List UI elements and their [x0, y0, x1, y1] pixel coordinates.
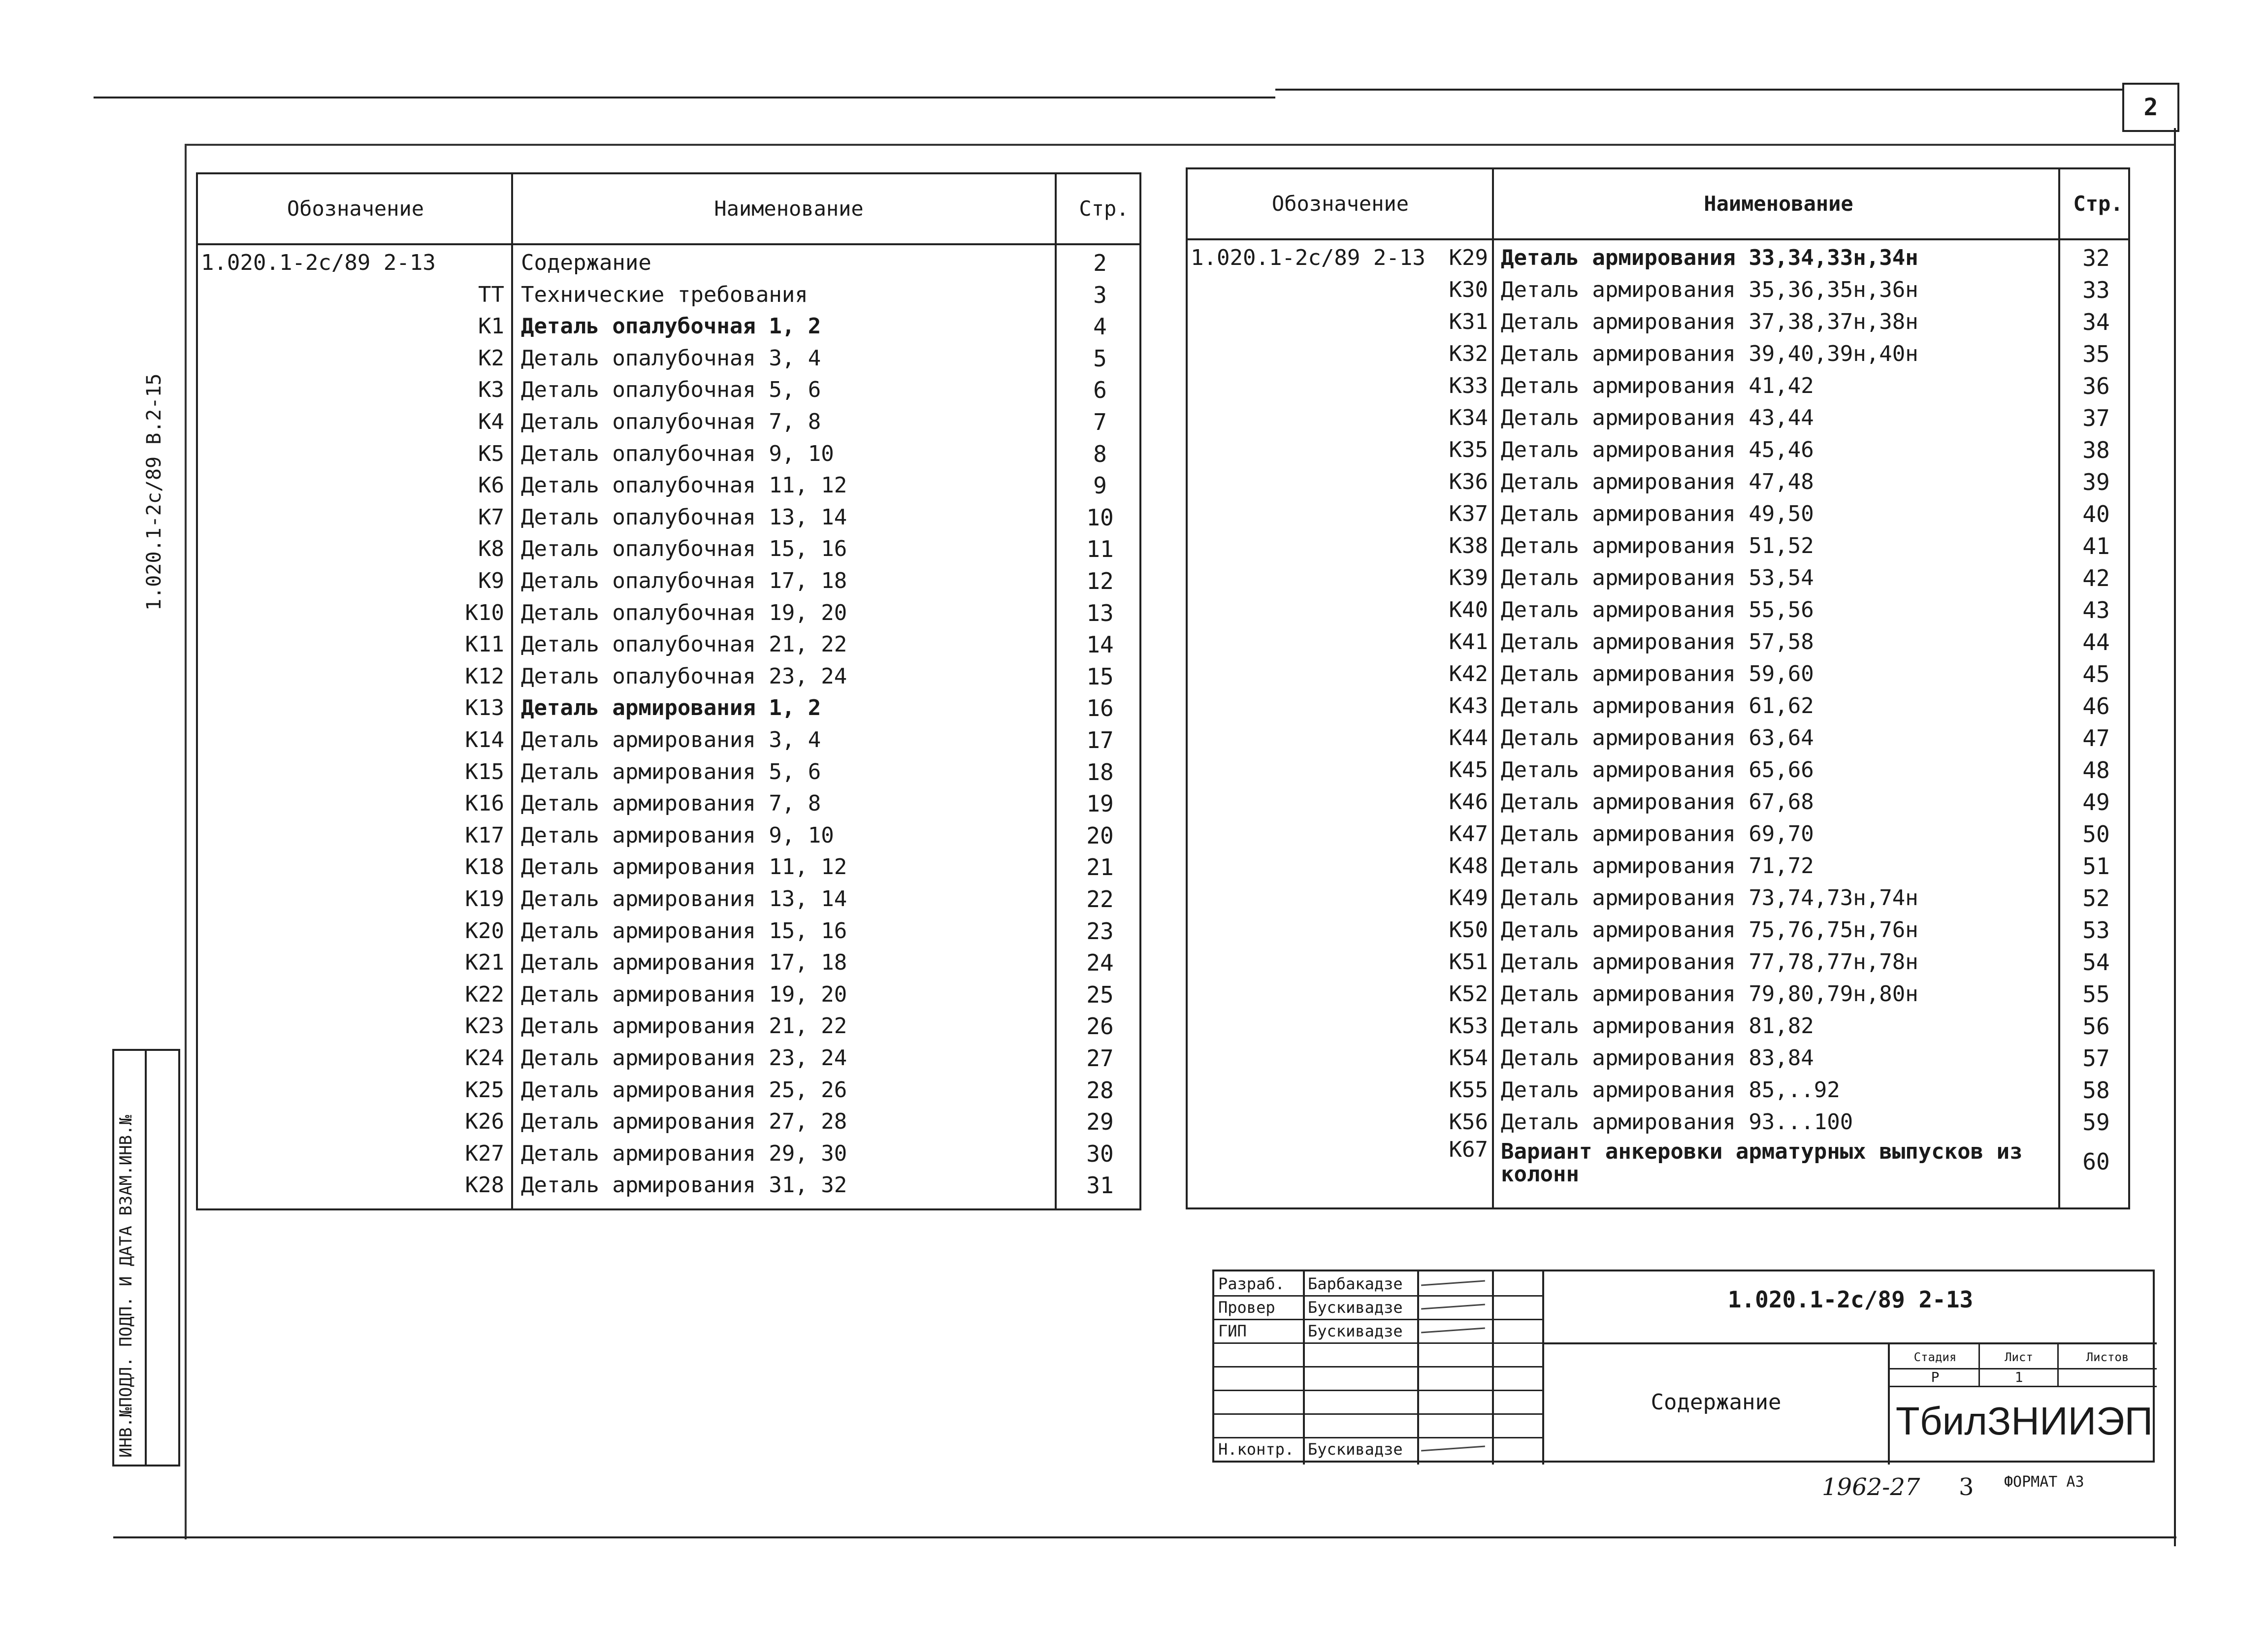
row-name: Деталь опалубочная 7, 8	[521, 409, 821, 434]
row-code: К32	[1449, 341, 1488, 366]
row-name: Деталь армирования 81,82	[1501, 1013, 1814, 1039]
signature-icon	[1421, 1327, 1485, 1333]
row-code: К67	[1449, 1137, 1488, 1162]
header-name: Наименование	[1704, 192, 1853, 216]
row-page: 27	[1086, 1045, 1114, 1072]
bottom-frame-line	[113, 1536, 2176, 1538]
role-label: Разраб.	[1218, 1274, 1285, 1293]
row-code: К7	[478, 504, 504, 530]
row-code: ТТ	[478, 282, 504, 307]
row-code: К27	[465, 1140, 504, 1166]
row-code: К29	[1449, 245, 1488, 270]
row-name: Деталь армирования 11, 12	[521, 854, 847, 880]
row-name: Деталь армирования 77,78,77н,78н	[1501, 949, 1918, 975]
table-row	[1188, 978, 2128, 1010]
table-row	[1188, 1075, 2128, 1106]
row-page: 28	[1086, 1076, 1114, 1104]
sheet-number: 2	[2122, 83, 2179, 132]
header-page: Стр.	[1079, 196, 1129, 221]
row-name: Деталь армирования 47,48	[1501, 469, 1814, 494]
table-row	[1188, 1139, 2128, 1193]
row-page: 12	[1086, 568, 1114, 594]
row-page: 26	[1086, 1013, 1114, 1040]
row-page: 30	[1086, 1140, 1114, 1167]
signature-icon	[1421, 1303, 1485, 1309]
row-name: Деталь армирования 65,66	[1501, 757, 1814, 782]
row-code: К3	[478, 377, 504, 403]
row-name: Деталь армирования 1, 2	[521, 695, 821, 721]
row-code: К5	[478, 441, 504, 466]
signature-icon	[1421, 1445, 1485, 1451]
row-name: Деталь армирования 39,40,39н,40н	[1501, 341, 1918, 366]
row-name: Деталь опалубочная 13, 14	[521, 504, 847, 530]
row-code: К19	[465, 886, 504, 912]
format-label: ФОРМАТ А3	[2004, 1473, 2084, 1491]
table-row	[198, 756, 1139, 788]
row-page: 24	[1086, 949, 1114, 977]
row-code: К50	[1449, 917, 1488, 943]
row-code: К10	[465, 600, 504, 625]
signer-name: Бускивадзе	[1308, 1322, 1403, 1340]
row-code: К11	[465, 632, 504, 657]
table-row	[198, 692, 1139, 724]
top-edge-line	[1275, 89, 2122, 91]
row-name: Деталь опалубочная 1, 2	[521, 314, 821, 339]
row-page: 37	[2082, 405, 2110, 431]
row-name: Деталь армирования 43,44	[1501, 405, 1814, 430]
row-name: Деталь армирования 73,74,73н,74н	[1501, 885, 1918, 911]
table-row	[198, 979, 1139, 1010]
row-name: Деталь армирования 35,36,35н,36н	[1501, 277, 1918, 302]
row-name: Деталь армирования 29, 30	[521, 1140, 847, 1166]
row-code: К38	[1449, 533, 1488, 558]
row-page: 54	[2082, 949, 2110, 976]
row-name: Деталь армирования 85,..92	[1501, 1077, 1840, 1103]
table-row	[1188, 626, 2128, 658]
top-edge-line	[94, 97, 1275, 98]
stage-value: Р	[1931, 1369, 1940, 1385]
tb-divider	[1542, 1342, 2157, 1344]
header-page: Стр.	[2073, 192, 2123, 216]
table-row	[1188, 914, 2128, 946]
row-page: 55	[2082, 981, 2110, 1008]
table-row	[198, 1106, 1139, 1138]
row-page: 7	[1093, 409, 1107, 435]
table-row	[198, 502, 1139, 533]
document-title: Содержание	[1651, 1390, 1782, 1415]
sheets-label: Листов	[2086, 1350, 2129, 1364]
row-page: 40	[2082, 501, 2110, 527]
table-row	[198, 1043, 1139, 1074]
table-row	[1188, 690, 2128, 722]
table-row	[1188, 946, 2128, 978]
row-page: 58	[2082, 1077, 2110, 1104]
row-page: 13	[1086, 599, 1114, 626]
table-row	[1188, 498, 2128, 530]
table-row	[1188, 338, 2128, 370]
inventory-number: 1962-27	[1822, 1473, 1920, 1501]
table-row	[1188, 658, 2128, 690]
row-page: 10	[1086, 504, 1114, 531]
row-code: К56	[1449, 1109, 1488, 1135]
row-code: К54	[1449, 1045, 1488, 1071]
row-page: 2	[1093, 250, 1107, 276]
table-header	[1188, 169, 2128, 240]
row-name: Технические требования	[521, 282, 808, 307]
table-row	[1188, 370, 2128, 402]
row-name: Деталь армирования 71,72	[1501, 853, 1814, 879]
table-row	[198, 374, 1139, 406]
tb-divider	[1303, 1271, 1305, 1465]
row-page: 35	[2082, 341, 2110, 367]
row-page: 8	[1093, 440, 1107, 467]
title-block	[1212, 1270, 2155, 1463]
table-row	[1188, 562, 2128, 594]
row-code: К51	[1449, 949, 1488, 975]
row-page: 21	[1086, 854, 1114, 881]
tb-divider	[1417, 1271, 1419, 1465]
row-page: 52	[2082, 885, 2110, 912]
header-name: Наименование	[714, 196, 864, 221]
table-row	[1188, 466, 2128, 498]
table-row	[198, 629, 1139, 660]
row-name: Деталь армирования 41,42	[1501, 373, 1814, 398]
row-code: К15	[465, 759, 504, 784]
row-page: 39	[2082, 469, 2110, 495]
row-page: 5	[1093, 345, 1107, 372]
row-page: 3	[1093, 281, 1107, 308]
stamp-box	[143, 1049, 180, 1466]
table-row	[1188, 306, 2128, 338]
row-name: Деталь армирования 59,60	[1501, 661, 1814, 686]
row-page: 14	[1086, 631, 1114, 658]
row-code: К31	[1449, 309, 1488, 334]
signature-icon	[1421, 1280, 1485, 1286]
row-name: Деталь опалубочная 9, 10	[521, 441, 834, 466]
table-row	[1188, 434, 2128, 466]
table-row	[1188, 754, 2128, 786]
row-name: Деталь опалубочная 3, 4	[521, 345, 821, 371]
row-name: Вариант анкеровки арматурных выпусков из колонн	[1501, 1140, 2023, 1186]
signer-name: Бускивадзе	[1308, 1298, 1403, 1317]
table-row	[198, 915, 1139, 947]
table-row	[198, 597, 1139, 629]
row-page: 44	[2082, 629, 2110, 655]
row-page: 18	[1086, 758, 1114, 785]
table-row	[1188, 242, 2128, 274]
row-page: 22	[1086, 886, 1114, 912]
row-name: Деталь опалубочная 23, 24	[521, 663, 847, 689]
header-designation: Обозначение	[1271, 192, 1409, 216]
table-row	[1188, 818, 2128, 850]
row-name: Деталь армирования 15, 16	[521, 918, 847, 944]
tb-divider	[1888, 1344, 1890, 1465]
row-code: К22	[465, 981, 504, 1007]
row-name: Деталь армирования 75,76,75н,76н	[1501, 917, 1918, 943]
row-page: 45	[2082, 661, 2110, 687]
row-page: 11	[1086, 536, 1114, 563]
row-code: К52	[1449, 981, 1488, 1007]
table-row	[1188, 1043, 2128, 1074]
row-code: К53	[1449, 1013, 1488, 1039]
table-row	[1188, 274, 2128, 306]
row-code: К6	[478, 473, 504, 498]
row-name: Деталь армирования 61,62	[1501, 693, 1814, 718]
table-row	[198, 1170, 1139, 1201]
row-code: К26	[465, 1109, 504, 1135]
row-code: К45	[1449, 757, 1488, 782]
row-name: Деталь опалубочная 15, 16	[521, 536, 847, 562]
row-name: Деталь армирования 45,46	[1501, 437, 1814, 462]
table-row	[198, 565, 1139, 597]
organization: ТбилЗНИИЭП	[1895, 1399, 2153, 1443]
table-row	[198, 1138, 1139, 1170]
row-name: Деталь опалубочная 17, 18	[521, 568, 847, 593]
table-row	[198, 438, 1139, 470]
row-name: Деталь армирования 37,38,37н,38н	[1501, 309, 1918, 334]
row-page: 36	[2082, 373, 2110, 399]
row-code: К41	[1449, 629, 1488, 654]
row-page: 4	[1093, 313, 1107, 340]
table-row	[198, 311, 1139, 342]
row-lead-code: 1.020.1-2с/89 2-13	[1191, 245, 1426, 270]
row-page: 23	[1086, 917, 1114, 945]
signer-name: Бускивадзе	[1308, 1440, 1403, 1459]
row-page: 56	[2082, 1013, 2110, 1040]
row-name: Деталь армирования 5, 6	[521, 759, 821, 784]
row-name: Деталь армирования 3, 4	[521, 727, 821, 752]
row-name: Деталь армирования 69,70	[1501, 821, 1814, 847]
row-page: 17	[1086, 727, 1114, 753]
role-label: Провер	[1218, 1298, 1275, 1317]
row-page: 16	[1086, 695, 1114, 722]
table-row	[1188, 402, 2128, 434]
table-row	[198, 470, 1139, 501]
table-row	[198, 788, 1139, 819]
table-row	[198, 661, 1139, 692]
row-name: Деталь армирования 49,50	[1501, 501, 1814, 526]
signer-name: Барбакадзе	[1308, 1274, 1403, 1293]
table-row	[198, 343, 1139, 374]
row-name: Деталь армирования 67,68	[1501, 789, 1814, 814]
row-name: Деталь армирования 63,64	[1501, 725, 1814, 750]
row-name: Содержание	[521, 250, 651, 275]
row-code: К12	[465, 663, 504, 689]
row-page: 51	[2082, 853, 2110, 880]
table-row	[198, 533, 1139, 565]
row-code: К9	[478, 568, 504, 593]
row-page: 33	[2082, 277, 2110, 303]
row-name: Деталь армирования 57,58	[1501, 629, 1814, 654]
row-name: Деталь армирования 21, 22	[521, 1013, 847, 1039]
stamp-label: ИНВ.№ПОДЛ. ПОДП. И ДАТА ВЗАМ.ИНВ.№	[116, 1115, 136, 1458]
row-code: К44	[1449, 725, 1488, 750]
role-label: ГИП	[1218, 1322, 1247, 1340]
row-page: 32	[2082, 245, 2110, 271]
table-row	[1188, 722, 2128, 754]
row-page: 42	[2082, 565, 2110, 591]
row-code: К13	[465, 695, 504, 721]
row-code: К17	[465, 822, 504, 848]
binder-code: 1.020.1-2с/89 В.2-15	[143, 373, 165, 611]
row-page: 46	[2082, 693, 2110, 719]
row-page: 19	[1086, 790, 1114, 817]
row-name: Деталь армирования 7, 8	[521, 791, 821, 816]
row-code: К40	[1449, 597, 1488, 622]
table-row	[198, 1010, 1139, 1042]
table-row	[198, 406, 1139, 438]
table-row	[198, 279, 1139, 311]
row-code: К30	[1449, 277, 1488, 302]
row-name: Деталь армирования 19, 20	[521, 981, 847, 1007]
role-label: Н.контр.	[1218, 1440, 1295, 1459]
row-code: К28	[465, 1173, 504, 1198]
row-code: К46	[1449, 789, 1488, 814]
row-page: 25	[1086, 981, 1114, 1008]
row-page: 20	[1086, 822, 1114, 849]
row-page: 57	[2082, 1045, 2110, 1072]
row-code: К42	[1449, 661, 1488, 686]
table-row	[1188, 882, 2128, 914]
table-row	[1188, 594, 2128, 626]
row-code: К37	[1449, 501, 1488, 526]
row-name: Деталь армирования 53,54	[1501, 565, 1814, 590]
stage-label: Стадия	[1913, 1350, 1957, 1364]
row-code: К43	[1449, 693, 1488, 718]
table-row	[1188, 1107, 2128, 1138]
table-row	[1188, 1010, 2128, 1042]
row-name: Деталь армирования 55,56	[1501, 597, 1814, 622]
table-row	[198, 947, 1139, 978]
row-name: Деталь армирования 79,80,79н,80н	[1501, 981, 1918, 1007]
row-code: К25	[465, 1077, 504, 1103]
table-row	[198, 1075, 1139, 1106]
row-code: К4	[478, 409, 504, 434]
row-page: 15	[1086, 663, 1114, 690]
row-code: К55	[1449, 1077, 1488, 1103]
row-name: Деталь армирования 25, 26	[521, 1077, 847, 1103]
row-page: 9	[1093, 472, 1107, 499]
row-name: Деталь армирования 33,34,33н,34н	[1501, 245, 1918, 270]
row-name: Деталь опалубочная 19, 20	[521, 600, 847, 625]
row-page: 43	[2082, 597, 2110, 623]
row-code: К21	[465, 950, 504, 976]
table-row	[198, 883, 1139, 915]
row-code: К36	[1449, 469, 1488, 494]
table-header	[198, 174, 1139, 245]
table-row	[198, 820, 1139, 851]
table-row	[198, 247, 1139, 279]
row-page: 48	[2082, 757, 2110, 783]
row-code: К20	[465, 918, 504, 944]
contents-table-right	[1186, 167, 2130, 1209]
row-page: 53	[2082, 917, 2110, 944]
row-page: 49	[2082, 789, 2110, 815]
row-name: Деталь армирования 93...100	[1501, 1109, 1853, 1135]
row-name: Деталь армирования 83,84	[1501, 1045, 1814, 1071]
row-code: К18	[465, 854, 504, 880]
row-code: К33	[1449, 373, 1488, 398]
right-frame-line	[2174, 128, 2176, 1546]
row-page: 41	[2082, 533, 2110, 559]
row-code: К49	[1449, 885, 1488, 911]
row-code: К16	[465, 791, 504, 816]
row-code: К1	[478, 314, 504, 339]
row-code: К8	[478, 536, 504, 562]
row-page: 50	[2082, 821, 2110, 847]
row-name: Деталь опалубочная 11, 12	[521, 473, 847, 498]
table-row	[198, 851, 1139, 883]
tb-divider	[1978, 1344, 1980, 1386]
table-row	[198, 724, 1139, 756]
row-name: Деталь армирования 27, 28	[521, 1109, 847, 1135]
row-name: Деталь армирования 13, 14	[521, 886, 847, 912]
row-page: 34	[2082, 309, 2110, 335]
row-code: К24	[465, 1045, 504, 1071]
tb-divider	[1492, 1271, 1494, 1465]
header-designation: Обозначение	[287, 196, 424, 221]
row-name: Деталь опалубочная 21, 22	[521, 632, 847, 657]
row-code: 1.020.1-2с/89 2-13	[201, 250, 436, 275]
table-row	[1188, 530, 2128, 562]
table-row	[1188, 786, 2128, 818]
row-name: Деталь армирования 9, 10	[521, 822, 834, 848]
row-code: К48	[1449, 853, 1488, 879]
row-page: 31	[1086, 1172, 1114, 1199]
row-code: К14	[465, 727, 504, 752]
row-page: 29	[1086, 1108, 1114, 1136]
row-code: К23	[465, 1013, 504, 1039]
sheet-label: Лист	[2005, 1350, 2033, 1364]
tb-divider	[1890, 1386, 2157, 1387]
row-name: Деталь армирования 51,52	[1501, 533, 1814, 558]
row-code: К2	[478, 345, 504, 371]
row-name: Деталь опалубочная 5, 6	[521, 377, 821, 403]
contents-table-left	[196, 172, 1141, 1210]
row-name: Деталь армирования 17, 18	[521, 950, 847, 976]
row-page: 38	[2082, 437, 2110, 463]
row-code: К35	[1449, 437, 1488, 462]
row-code: К47	[1449, 821, 1488, 847]
table-row	[1188, 850, 2128, 882]
row-page: 59	[2082, 1109, 2110, 1136]
row-name: Деталь армирования 23, 24	[521, 1045, 847, 1071]
row-code: К39	[1449, 565, 1488, 590]
footer-sheet: 3	[1959, 1473, 1974, 1501]
row-page: 60	[2082, 1148, 2110, 1175]
row-name: Деталь армирования 31, 32	[521, 1173, 847, 1198]
document-code: 1.020.1-2с/89 2-13	[1727, 1286, 1974, 1313]
row-page: 6	[1093, 377, 1107, 404]
tb-divider	[2057, 1344, 2059, 1386]
sheet-value: 1	[2014, 1369, 2023, 1385]
row-page: 47	[2082, 725, 2110, 751]
row-code: К34	[1449, 405, 1488, 430]
